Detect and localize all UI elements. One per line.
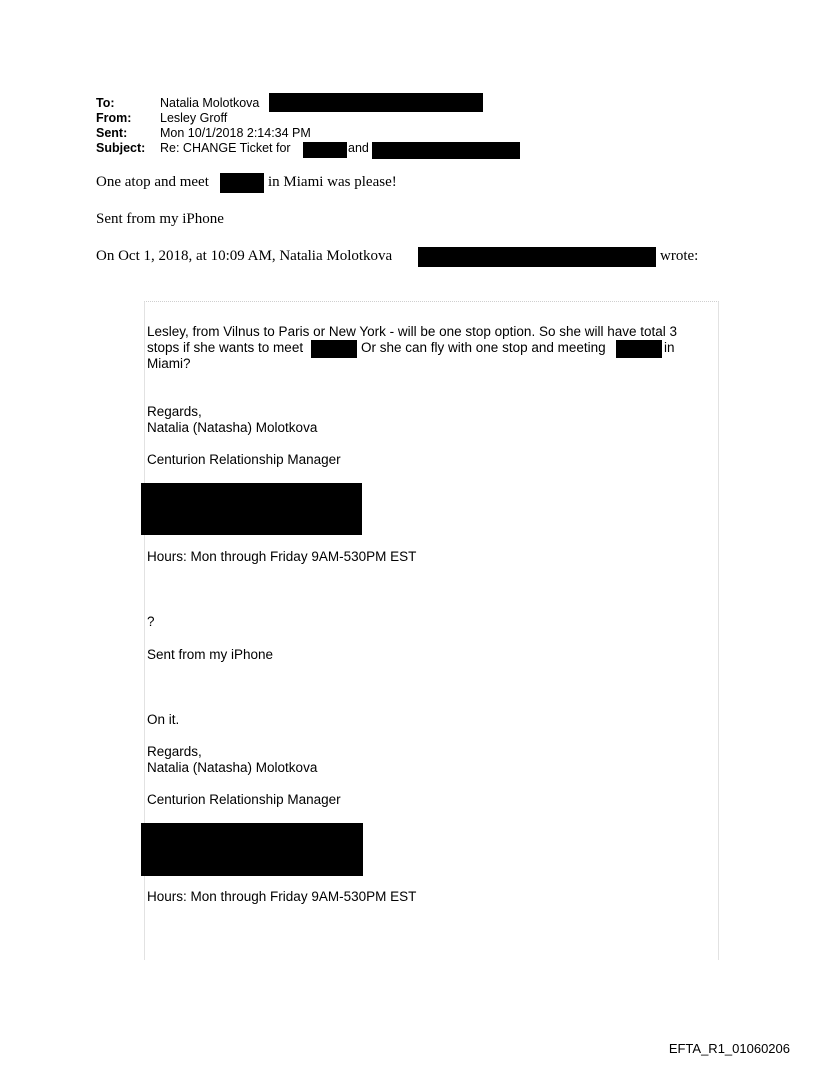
from-value: Lesley Groff [160, 111, 228, 125]
quote-intro-after: wrote: [660, 248, 699, 264]
sent-value: Mon 10/1/2018 2:14:34 PM [160, 126, 311, 140]
reply-signature: Sent from my iPhone [96, 211, 224, 227]
subject-label: Subject: [96, 141, 146, 155]
quoted-para-1-line-2a: stops if she wants to meet [147, 340, 304, 355]
quoted-regards-1: Regards, [147, 404, 202, 419]
quoted-question: ? [147, 614, 155, 629]
redacted-reply-name [220, 173, 264, 193]
quoted-name-2: Natalia (Natasha) Molotkova [147, 760, 318, 775]
from-label: From: [96, 111, 132, 125]
quoted-title-1: Centurion Relationship Manager [147, 452, 341, 467]
redacted-contact-block-1 [141, 483, 362, 535]
quoted-para-1-line-1: Lesley, from Vilnus to Paris or New York - will be one stop option. So she will have total 3 [147, 324, 678, 339]
quoted-on-it: On it. [147, 712, 180, 727]
quoted-hours-2: Hours: Mon through Friday 9AM-530PM EST [147, 889, 417, 904]
redacted-subject-name-2 [372, 142, 520, 159]
document-id: EFTA_R1_01060206 [668, 1041, 790, 1056]
quoted-para-1-line-3: Miami? [147, 356, 191, 371]
quote-intro-before: On Oct 1, 2018, at 10:09 AM, Natalia Molotkova [96, 248, 393, 264]
redacted-quoted-name-1 [311, 340, 357, 358]
subject-prefix: Re: CHANGE Ticket for [160, 141, 291, 155]
to-value: Natalia Molotkova [160, 96, 260, 110]
redacted-quote-email [418, 247, 656, 267]
quoted-para-1-line-2b: Or she can fly with one stop and meeting [361, 340, 606, 355]
quoted-name-1: Natalia (Natasha) Molotkova [147, 420, 318, 435]
subject-joiner: and [348, 141, 369, 155]
redacted-quoted-name-2 [616, 340, 662, 358]
quoted-para-1-line-2c: in [664, 340, 675, 355]
sent-label: Sent: [96, 126, 128, 140]
quoted-regards-2: Regards, [147, 744, 202, 759]
quoted-title-2: Centurion Relationship Manager [147, 792, 341, 807]
redacted-subject-name-1 [303, 142, 347, 158]
quoted-hours-1: Hours: Mon through Friday 9AM-530PM EST [147, 549, 417, 564]
redacted-to-email [269, 93, 483, 112]
redacted-contact-block-2 [141, 823, 363, 876]
to-label: To: [96, 96, 115, 110]
reply-line-1-before: One atop and meet [96, 174, 209, 190]
reply-line-1-after: in Miami was please! [268, 174, 397, 190]
quoted-sent-from: Sent from my iPhone [147, 647, 274, 662]
